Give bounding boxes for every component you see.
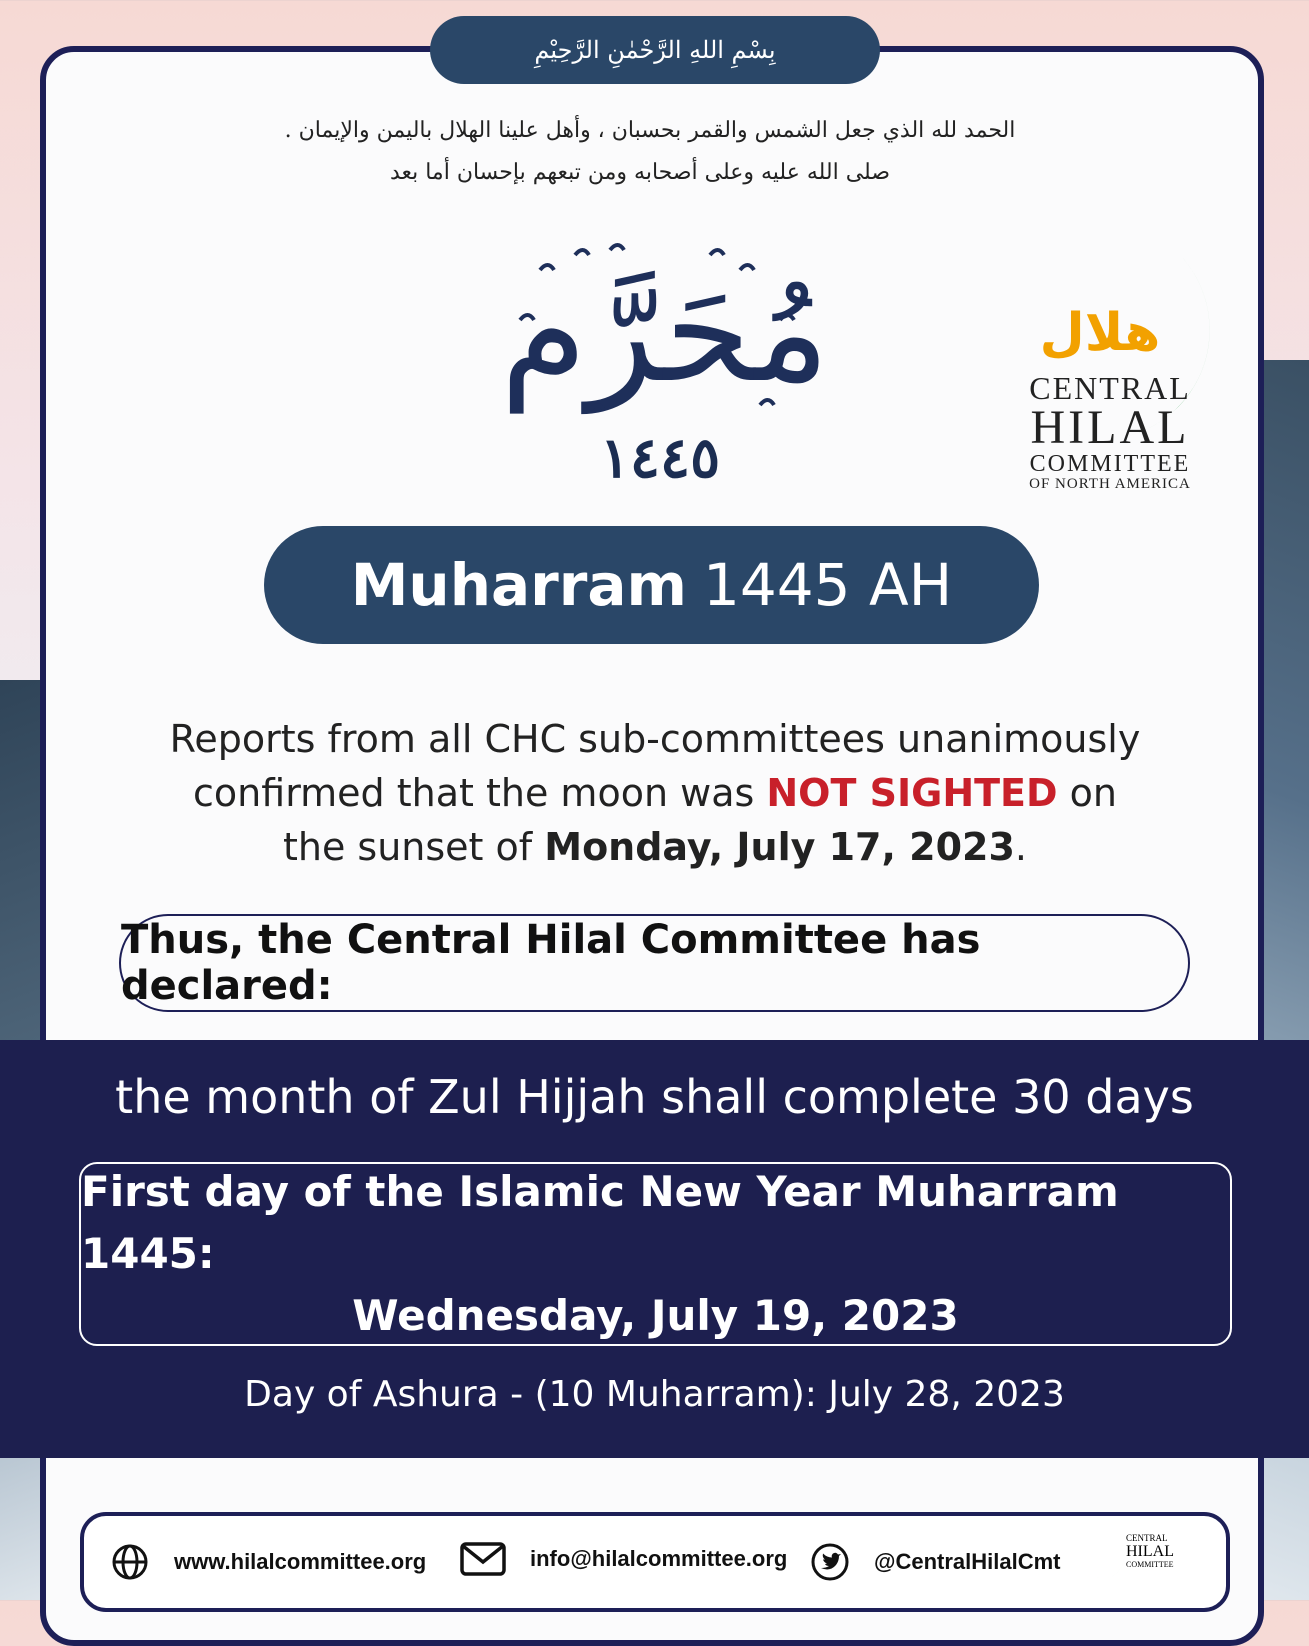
title-pill <box>264 526 1039 644</box>
hijri-year-arabic: ١٤٤٥ <box>599 425 721 491</box>
calligraphy-text: مُحَرَّم <box>500 251 830 414</box>
footer-twitter[interactable] <box>810 1542 1060 1582</box>
first-day-line1: First day of the Islamic New Year Muharram 1445: <box>81 1167 1119 1278</box>
globe-icon <box>110 1542 150 1582</box>
email-link[interactable]: info@hilalcommittee.org <box>530 1546 788 1571</box>
footer-website[interactable] <box>110 1542 426 1582</box>
not-sighted-highlight: NOT SIGHTED <box>766 771 1058 815</box>
mini-logo-line3: COMMITTEE <box>1126 1560 1174 1569</box>
logo-committee: COMMITTEE <box>1029 451 1191 477</box>
twitter-icon <box>810 1542 850 1582</box>
declaration-text: Thus, the Central Hilal Committee has declared: <box>121 917 981 1009</box>
first-day-line2: Wednesday, July 19, 2023 <box>352 1291 959 1340</box>
mini-logo-line1: CENTRAL <box>1126 1533 1168 1543</box>
muharram-calligraphy <box>480 230 850 440</box>
contact-footer <box>80 1512 1230 1612</box>
mini-logo-line2: HILAL <box>1126 1543 1174 1560</box>
announcement-band <box>0 1040 1309 1458</box>
logo-north-america: OF NORTH AMERICA <box>1029 476 1191 492</box>
report-paragraph <box>160 712 1150 874</box>
mail-icon <box>460 1542 506 1576</box>
zul-hijjah-statement: the month of Zul Hijjah shall complete 30 days <box>115 1070 1194 1124</box>
title-year: 1445 AH <box>702 551 953 619</box>
report-part2: on the sunset of <box>282 771 1117 869</box>
mini-crescent-icon <box>1084 1540 1124 1580</box>
logo-central: CENTRAL <box>1029 370 1191 406</box>
ashura-date: Day of Ashura - (10 Muharram): July 28, 2023 <box>244 1374 1065 1415</box>
twitter-handle[interactable]: @CentralHilalCmt <box>874 1549 1061 1574</box>
report-end: . <box>1014 825 1028 869</box>
dua-line-1: الحمد لله الذي جعل الشمس والقمر بحسبان ، وأهل علينا الهلال باليمن والإيمان . <box>284 118 1016 143</box>
dua-line-2: صلى الله عليه وعلى أصحابه ومن تبعهم بإحسان أما بعد <box>389 160 891 185</box>
first-day-box <box>79 1162 1232 1346</box>
logo-arabic-text: هلال <box>1039 303 1161 363</box>
declaration-box <box>119 914 1190 1012</box>
bismillah-banner <box>430 16 880 84</box>
footer-mini-logo <box>1084 1532 1194 1592</box>
bismillah-text: بِسْمِ اللهِ الرَّحْمٰنِ الرَّحِيْمِ <box>534 36 776 64</box>
footer-email[interactable] <box>460 1542 787 1576</box>
logo-hilal: HILAL <box>1030 401 1190 454</box>
report-part1: Reports from all CHC sub-committees unanimously confirmed that the moon was <box>169 717 1141 815</box>
website-link[interactable]: www.hilalcommittee.org <box>174 1549 427 1574</box>
report-date: Monday, July 17, 2023 <box>544 825 1015 869</box>
title-muharram: Muharram <box>350 551 687 619</box>
